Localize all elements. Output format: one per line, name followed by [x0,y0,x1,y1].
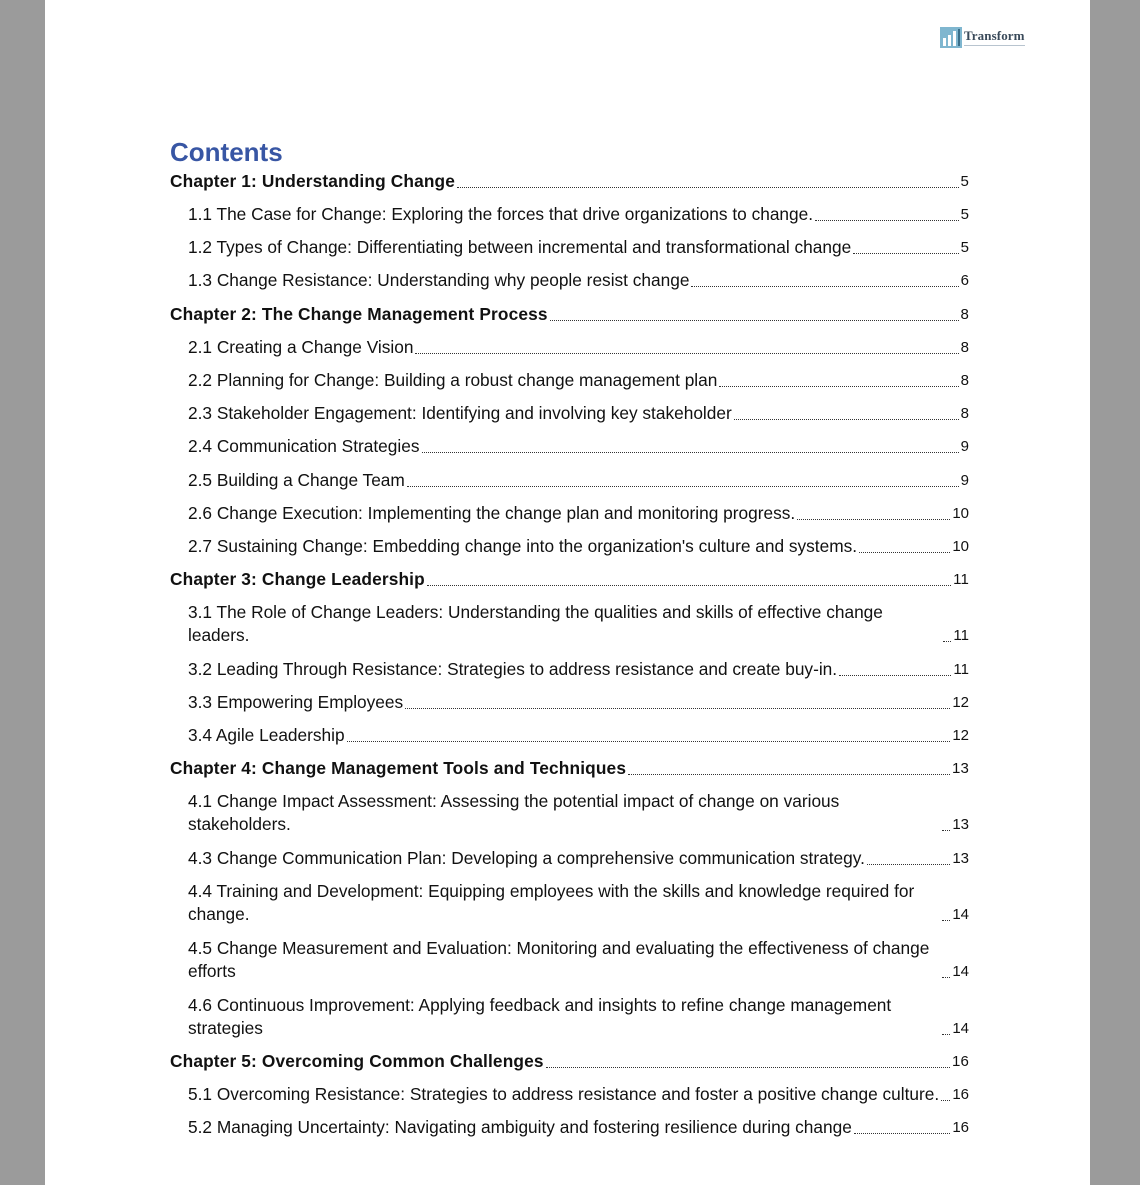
toc-page-number: 14 [952,1020,969,1037]
toc-entry-label: 2.1 Creating a Change Vision [188,337,414,357]
toc-chapter-entry[interactable] [170,568,969,591]
toc-entry-label: 2.6 Change Execution: Implementing the change plan and monitoring progress. [188,503,796,523]
toc-page-number: 14 [952,906,969,923]
toc-entry-label: 1.1 The Case for Change: Exploring the forces that drive organizations to change. [188,204,814,224]
toc-section-entry[interactable] [170,1083,969,1106]
toc-section-entry[interactable] [170,336,969,359]
toc-page-number: 5 [960,239,969,256]
toc-entry-label: 4.4 Training and Development: Equipping employees with the skills and knowledge required for change. [188,881,915,924]
toc-entry-label: 4.3 Change Communication Plan: Developing a comprehensive communication strategy. [188,848,865,868]
toc-page-number: 12 [952,727,969,744]
toc-page-number: 14 [952,963,969,980]
toc-page-number: 8 [960,339,969,356]
toc-entry-label: 2.2 Planning for Change: Building a robust change management plan [188,370,718,390]
dot-leader [943,641,951,642]
toc-section-entry[interactable] [170,435,969,458]
toc-page-number: 9 [960,438,969,455]
toc-entry-label: 1.2 Types of Change: Differentiating between incremental and transformational change [188,237,852,257]
dot-leader [942,830,950,831]
toc-chapter-entry[interactable] [170,170,969,193]
toc-page-number: 16 [952,1053,969,1070]
toc-page-number: 13 [952,760,969,777]
toc-entry-label: 3.2 Leading Through Resistance: Strategies to address resistance and create buy-in. [188,659,838,679]
toc-entry-label: Chapter 3: Change Leadership [170,569,425,589]
toc-entry-label: 5.1 Overcoming Resistance: Strategies to address resistance and foster a positive change culture. [188,1084,940,1104]
dot-leader [734,419,959,420]
toc-section-entry[interactable] [170,937,969,983]
toc-entry-label: Chapter 5: Overcoming Common Challenges [170,1051,544,1071]
toc-section-entry[interactable] [170,402,969,425]
dot-leader [942,920,950,921]
toc-entry-label: 2.5 Building a Change Team [188,470,405,490]
toc-page-number: 12 [952,694,969,711]
logo-wordmark: Transform [964,29,1025,46]
toc-page-number: 11 [953,571,969,588]
toc-section-entry[interactable] [170,269,969,292]
toc-entry-label: 4.5 Change Measurement and Evaluation: Monitoring and evaluating the effectiveness of change efforts [188,938,930,981]
toc-page-number: 9 [960,472,969,489]
toc-entry-label: 4.1 Change Impact Assessment: Assessing the potential impact of change on various stakeholders. [188,791,840,834]
dot-leader [942,1034,950,1035]
dot-leader [867,864,950,865]
toc-section-entry[interactable] [170,994,969,1040]
toc-section-entry[interactable] [170,691,969,714]
toc-section-entry[interactable] [170,535,969,558]
toc-page-number: 11 [953,627,969,644]
bar-chart-logo-icon [940,26,962,48]
toc-section-entry[interactable] [170,203,969,226]
toc-title: Contents [170,137,283,167]
toc-page-number: 16 [952,1119,969,1136]
toc-section-entry[interactable] [170,724,969,747]
dot-leader [691,286,958,287]
toc-section-entry[interactable] [170,790,969,836]
document-page [45,0,1090,1185]
toc-entry-label: 2.4 Communication Strategies [188,436,420,456]
toc-section-entry[interactable] [170,847,969,870]
toc-section-entry[interactable] [170,1116,969,1139]
toc-section-entry[interactable] [170,502,969,525]
toc-page-number: 6 [960,272,969,289]
dot-leader [422,452,959,453]
dot-leader [407,486,959,487]
toc-list [170,170,969,1149]
toc-entry-label: 2.3 Stakeholder Engagement: Identifying and involving key stakeholder [188,403,732,423]
toc-page-number: 10 [952,505,969,522]
toc-page-number: 8 [960,405,969,422]
dot-leader [347,741,951,742]
dot-leader [415,353,958,354]
dot-leader [942,977,950,978]
toc-entry-label: Chapter 2: The Change Management Process [170,304,548,324]
toc-section-entry[interactable] [170,236,969,259]
toc-entry-label: 3.3 Empowering Employees [188,692,404,712]
toc-chapter-entry[interactable] [170,303,969,326]
dot-leader [405,708,950,709]
dot-leader [550,320,959,321]
dot-leader [815,220,959,221]
toc-entry-label: Chapter 1: Understanding Change [170,171,456,191]
toc-section-entry[interactable] [170,369,969,392]
dot-leader [457,187,958,188]
toc-page-number: 5 [960,206,969,223]
company-logo [940,25,1025,49]
toc-page-number: 5 [960,173,969,190]
dot-leader [546,1067,950,1068]
toc-entry-label: Chapter 4: Change Management Tools and Techniques [170,758,627,778]
toc-section-entry[interactable] [170,469,969,492]
dot-leader [628,774,950,775]
toc-chapter-entry[interactable] [170,1050,969,1073]
dot-leader [854,1133,951,1134]
toc-page-number: 13 [952,816,969,833]
toc-entry-label: 1.3 Change Resistance: Understanding why people resist change [188,270,690,290]
toc-section-entry[interactable] [170,658,969,681]
dot-leader [839,675,951,676]
dot-leader [427,585,951,586]
dot-leader [853,253,958,254]
toc-page-number: 8 [960,306,969,323]
toc-page-number: 16 [952,1086,969,1103]
toc-page-number: 8 [960,372,969,389]
toc-entry-label: 3.1 The Role of Change Leaders: Understanding the qualities and skills of effective change leaders. [188,602,883,645]
toc-section-entry[interactable] [170,880,969,926]
toc-chapter-entry[interactable] [170,757,969,780]
toc-section-entry[interactable] [170,601,969,647]
toc-entry-label: 2.7 Sustaining Change: Embedding change into the organization's culture and systems. [188,536,858,556]
toc-entry-label: 4.6 Continuous Improvement: Applying feedback and insights to refine change management strategies [188,995,892,1038]
dot-leader [941,1100,950,1101]
dot-leader [797,519,950,520]
toc-entry-label: 3.4 Agile Leadership [188,725,345,745]
toc-page-number: 10 [952,538,969,555]
toc-page-number: 11 [953,661,969,678]
toc-entry-label: 5.2 Managing Uncertainty: Navigating ambiguity and fostering resilience during change [188,1117,852,1137]
dot-leader [859,552,950,553]
dot-leader [719,386,958,387]
toc-page-number: 13 [952,850,969,867]
